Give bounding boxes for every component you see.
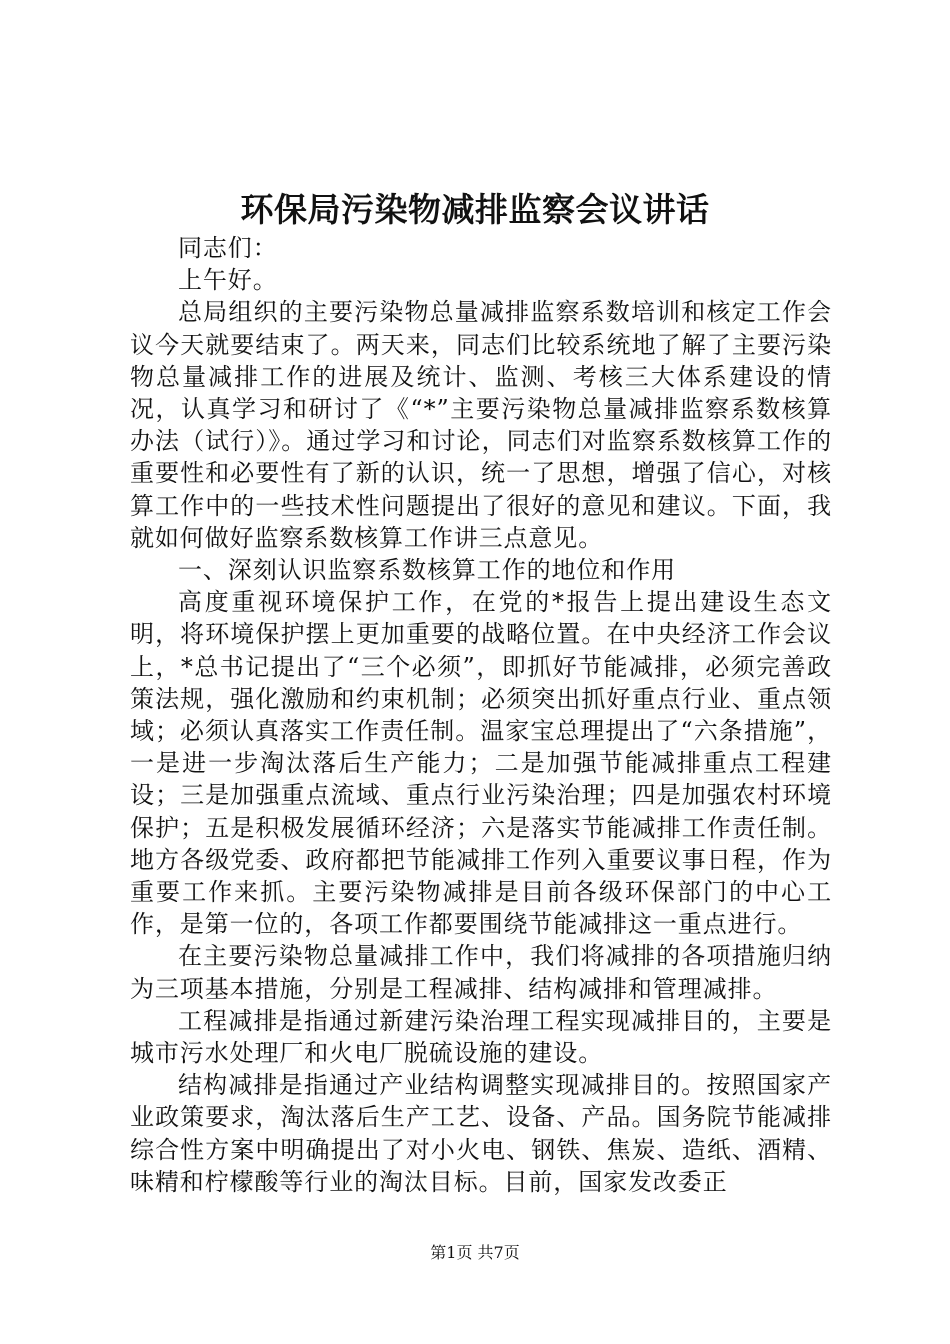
salutation: 同志们：	[178, 234, 278, 262]
document-body	[130, 232, 832, 1198]
paragraph-structural: 结构减排是指通过产业结构调整实现减排目的。按照国家产业政策要求，淘汰落后生产工艺、设备、产品。国务院节能减排综合性方案中明确提出了对小火电、钢铁、焦炭、造纸、酒精、味精和柠檬酸等行业的淘汰目标。目前，国家发改委正	[130, 1071, 832, 1196]
document-title: 环保局污染物减排监察会议讲话	[240, 190, 710, 229]
page-number: 第1页 共7页	[430, 1243, 520, 1262]
paragraph-importance: 高度重视环境保护工作，在党的*报告上提出建设生态文明，将环境保护摆上更加重要的战略位置。在中央经济工作会议上，*总书记提出了“三个必须”，即抓好节能减排，必须完善政策法规，强化激励和约束机制；必须突出抓好重点行业、重点领域；必须认真落实工作责任制。温家宝总理提出了“六条措施”，一是进一步淘汰落后生产能力；二是加强节能减排重点工程建设；三是加强重点流域、重点行业污染治理；四是加强农村环境保护；五是积极发展循环经济；六是落实节能减排工作责任制。地方各级党委、政府都把节能减排工作列入重要议事日程，作为重要工作来抓。主要污染物减排是目前各级环保部门的中心工作，是第一位的，各项工作都要围绕节能减排这一重点进行。	[130, 588, 832, 939]
paragraph-measures: 在主要污染物总量减排工作中，我们将减排的各项措施归纳为三项基本措施，分别是工程减排、结构减排和管理减排。	[130, 942, 832, 1003]
paragraph-engineering: 工程减排是指通过新建污染治理工程实现减排目的，主要是城市污水处理厂和火电厂脱硫设施的建设。	[130, 1006, 832, 1068]
greeting: 上午好。	[178, 266, 278, 295]
section-heading-1: 一、深刻认识监察系数核算工作的地位和作用	[178, 556, 676, 585]
paragraph-intro: 总局组织的主要污染物总量减排监察系数培训和核定工作会议今天就要结束了。两天来，同志们比较系统地了解了主要污染物总量减排工作的进展及统计、监测、考核三大体系建设的情况，认真学习和研讨了《“*”主要污染物总量减排监察系数核算办法（试行）》。通过学习和讨论，同志们对监察系数核算工作的重要性和必要性有了新的认识，统一了思想，增强了信心，对核算工作中的一些技术性问题提出了很好的意见和建议。下面，我就如何做好监察系数核算工作讲三点意见。	[130, 298, 832, 552]
